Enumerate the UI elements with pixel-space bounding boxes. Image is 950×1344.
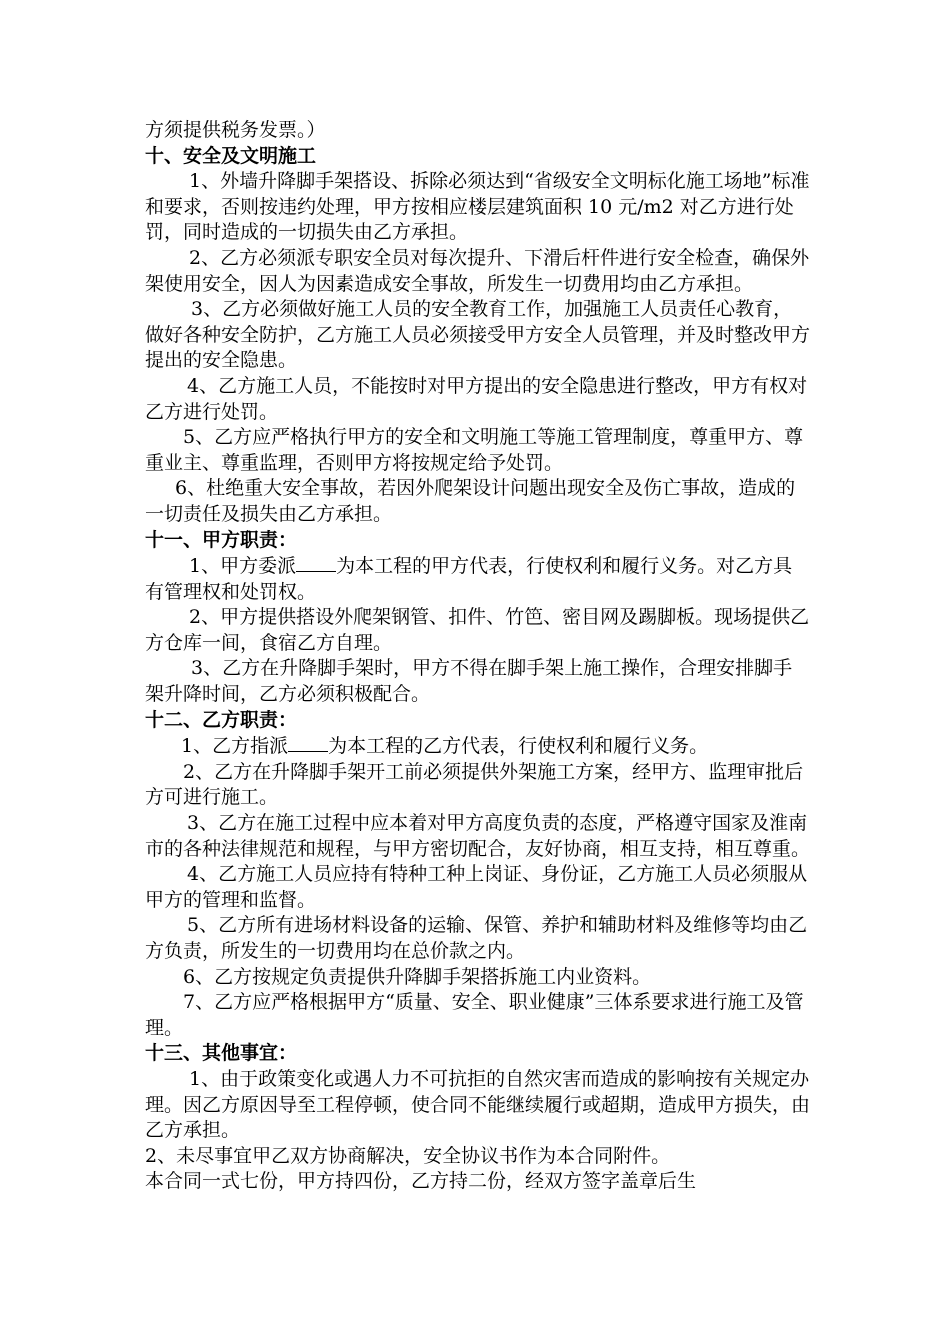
heading-section-12: 十二、乙方职责： — [145, 708, 298, 731]
clause-12-3: 3、乙方在施工过程中应本着对甲方高度负责的态度，严格遵守国家及淮南市的各种法律规范和规程，与甲方密切配合，友好协商，相互支持，相互尊重。 — [145, 812, 811, 860]
clause-12-5: 5、乙方所有进场材料设备的运输、保管、养护和辅助材料及维修等均由乙方负责，所发生的一切费用均在总价款之内。 — [145, 914, 808, 962]
clause-13-1: 1、由于政策变化或遇人力不可抗拒的自然灾害而造成的影响按有关规定办理。因乙方原因导至工程停顿，使合同不能继续履行或超期，造成甲方损失，由乙方承担。 — [145, 1067, 811, 1142]
clause-12-6: 6、乙方按规定负责提供升降脚手架搭拆施工内业资料。 — [183, 965, 652, 988]
clause-12-2: 2、乙方在升降脚手架开工前必须提供外架施工方案，经甲方、监理审批后方可进行施工。 — [145, 760, 804, 809]
heading-section-10: 十、安全及文明施工 — [145, 144, 317, 167]
document-page — [145, 118, 810, 1195]
clause-11-2: 2、甲方提供搭设外爬架钢管、扣件、竹笆、密目网及踢脚板。现场提供乙方仓库一间，食宿乙方自理。 — [145, 606, 810, 654]
clause-11-1 — [145, 553, 810, 605]
clause-12-1-end: 为本工程的乙方代表，行使权利和履行义务。 — [328, 735, 709, 758]
heading-section-11: 十一、甲方职责： — [145, 528, 298, 551]
clause-12-1 — [145, 733, 810, 760]
blank-underline-party-b — [288, 733, 328, 752]
clause-12-1-start: 1、乙方指派 — [181, 735, 289, 758]
heading-section-13: 十三、其他事宜： — [145, 1042, 298, 1065]
clause-12-4: 4、乙方施工人员应持有特种工种上岗证、身份证，乙方施工人员必须服从甲方的管理和监督。 — [145, 863, 808, 911]
clause-11-1-start: 1、甲方委派 — [189, 555, 297, 578]
clause-13-3: 本合同一式七份，甲方持四份，乙方持二份，经双方签字盖章后生 — [145, 1170, 697, 1193]
clause-10-4: 4、乙方施工人员，不能按时对甲方提出的安全隐患进行整改，甲方有权对乙方进行处罚。 — [145, 374, 808, 423]
blank-underline-party-a — [296, 553, 336, 572]
clause-10-6: 6、杜绝重大安全事故，若因外爬架设计问题出现安全及伤亡事故，造成的一切责任及损失由乙方承担。 — [145, 477, 796, 525]
clause-11-1-end: 为本工程的甲方代表，行使权利和履行义务。对乙方具有管理权和处罚权。 — [145, 555, 793, 603]
clause-10-1: 1、外墙升降脚手架搭设、拆除必须达到“省级安全文明标化施工场地”标准和要求，否则按违约处理，甲方按相应楼层建筑面积 10 元/m2 对乙方进行处罚，同时造成的一切损失由乙方承担。 — [145, 170, 810, 244]
clause-11-3: 3、乙方在升降脚手架时，甲方不得在脚手架上施工操作，合理安排脚手架升降时间，乙方必须积极配合。 — [145, 657, 793, 706]
clause-10-5: 5、乙方应严格执行甲方的安全和文明施工等施工管理制度，尊重甲方、尊重业主、尊重监理，否则甲方将按规定给予处罚。 — [145, 426, 804, 474]
clause-10-3: 3、乙方必须做好施工人员的安全教育工作，加强施工人员责任心教育，做好各种安全防护，乙方施工人员必须接受甲方安全人员管理，并及时整改甲方提出的安全隐患。 — [145, 298, 811, 372]
clause-13-2: 2、未尽事宜甲乙双方协商解决，安全协议书作为本合同附件。 — [145, 1144, 671, 1167]
clause-12-7: 7、乙方应严格根据甲方“质量、安全、职业健康”三体系要求进行施工及管理。 — [145, 991, 804, 1039]
clause-10-2: 2、乙方必须派专职安全员对每次提升、下滑后杆件进行安全检查，确保外架使用安全，因人为因素造成安全事故，所发生一切费用均由乙方承担。 — [145, 246, 810, 295]
paragraph-tax-invoice: 方须提供税务发票。） — [145, 119, 326, 141]
